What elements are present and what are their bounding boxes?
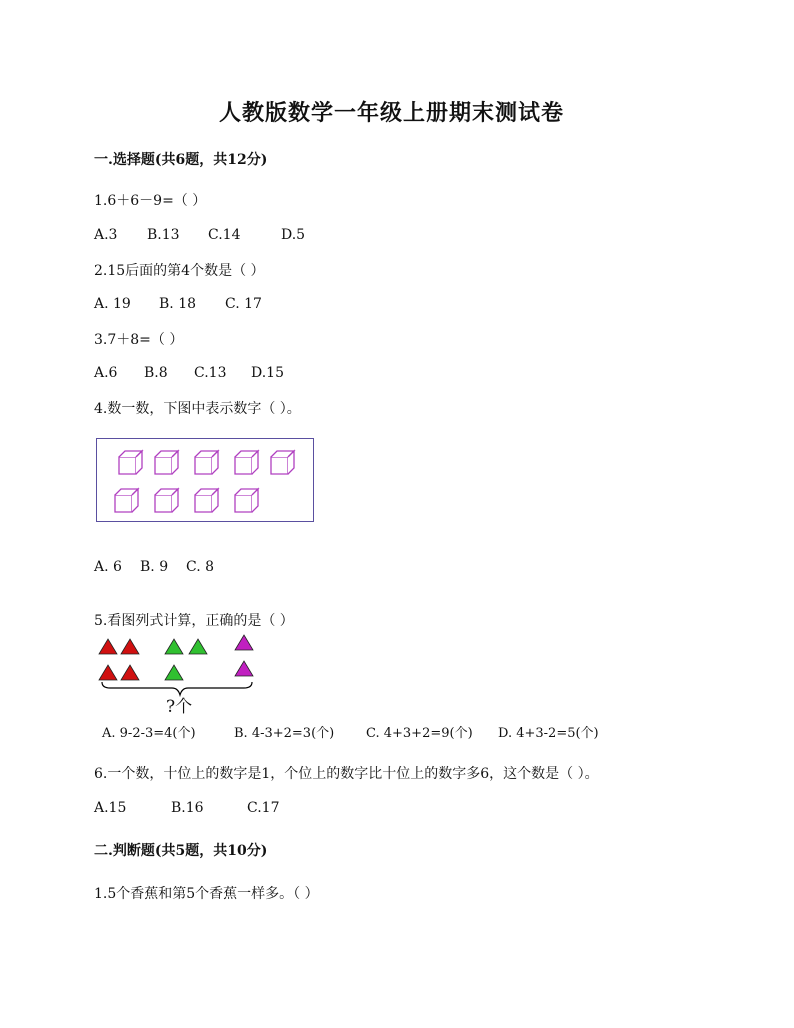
option-b: B.13 <box>147 227 180 243</box>
option-a: A. 9-2-3=4(个) <box>102 726 196 741</box>
red-triangle-icon <box>121 639 139 654</box>
option-b: B. 4-3+2=3(个) <box>234 726 335 741</box>
option-d: D.15 <box>251 365 284 381</box>
option-b: B.8 <box>144 365 168 381</box>
option-b: B. 9 <box>140 559 169 575</box>
option-d: D.5 <box>281 227 306 243</box>
magenta-triangle-icon <box>235 635 253 650</box>
question-2-options <box>94 296 262 312</box>
option-a: A. 6 <box>94 559 122 575</box>
option-c: C.14 <box>208 227 241 243</box>
option-b: B.16 <box>171 800 204 816</box>
option-a: A.3 <box>94 227 118 243</box>
figure-label: ?个 <box>166 697 193 717</box>
triangles-figure <box>94 630 260 720</box>
question-6-options <box>94 800 279 816</box>
question-6: 6.一个数，十位上的数字是1，个位上的数字比十位上的数字多6，这个数是（ ）。 <box>94 766 599 782</box>
red-triangle-icon <box>99 639 117 654</box>
cubes-figure <box>96 438 314 522</box>
cube-icon <box>195 451 218 474</box>
option-a: A.15 <box>94 800 127 816</box>
question-1-options <box>94 227 305 243</box>
question-2: 2.15后面的第4个数是（ ） <box>94 263 265 279</box>
question-5: 5.看图列式计算，正确的是（ ） <box>94 613 294 629</box>
section-2-heading: 二.判断题(共5题，共10分) <box>94 843 268 859</box>
question-5-options <box>102 722 599 741</box>
option-d: D. 4+3-2=5(个) <box>498 726 599 741</box>
green-triangle-icon <box>165 639 183 654</box>
section-1-heading: 一.选择题(共6题，共12分) <box>94 152 268 168</box>
cube-icon <box>271 451 294 474</box>
question-3-options <box>94 365 284 381</box>
cube-icon <box>155 451 178 474</box>
cubes-drawing <box>97 439 313 521</box>
cube-icon <box>155 489 178 512</box>
cube-icon <box>195 489 218 512</box>
question-4: 4.数一数，下图中表示数字（ ）。 <box>94 401 301 417</box>
option-c: C. 4+3+2=9(个) <box>366 726 473 741</box>
question-3: 3.7＋8=（ ） <box>94 332 184 348</box>
red-triangle-icon <box>99 665 117 680</box>
option-b: B. 18 <box>159 296 197 312</box>
cube-icon <box>235 451 258 474</box>
green-triangle-icon <box>189 639 207 654</box>
option-c: C.17 <box>247 800 280 816</box>
option-c: C.13 <box>194 365 227 381</box>
green-triangle-icon <box>165 665 183 680</box>
cube-icon <box>115 489 138 512</box>
option-a: A.6 <box>94 365 118 381</box>
question-1: 1.6＋6－9=（ ） <box>94 193 207 209</box>
option-c: C. 8 <box>186 559 215 575</box>
option-a: A. 19 <box>94 296 131 312</box>
cube-icon <box>119 451 142 474</box>
cube-icon <box>235 489 258 512</box>
option-c: C. 17 <box>225 296 262 312</box>
question-4-options <box>94 559 214 575</box>
red-triangle-icon <box>121 665 139 680</box>
magenta-triangle-icon <box>235 661 253 676</box>
question-2-1: 1.5个香蕉和第5个香蕉一样多。（ ） <box>94 886 319 902</box>
page-title: 人教版数学一年级上册期末测试卷 <box>219 100 565 126</box>
